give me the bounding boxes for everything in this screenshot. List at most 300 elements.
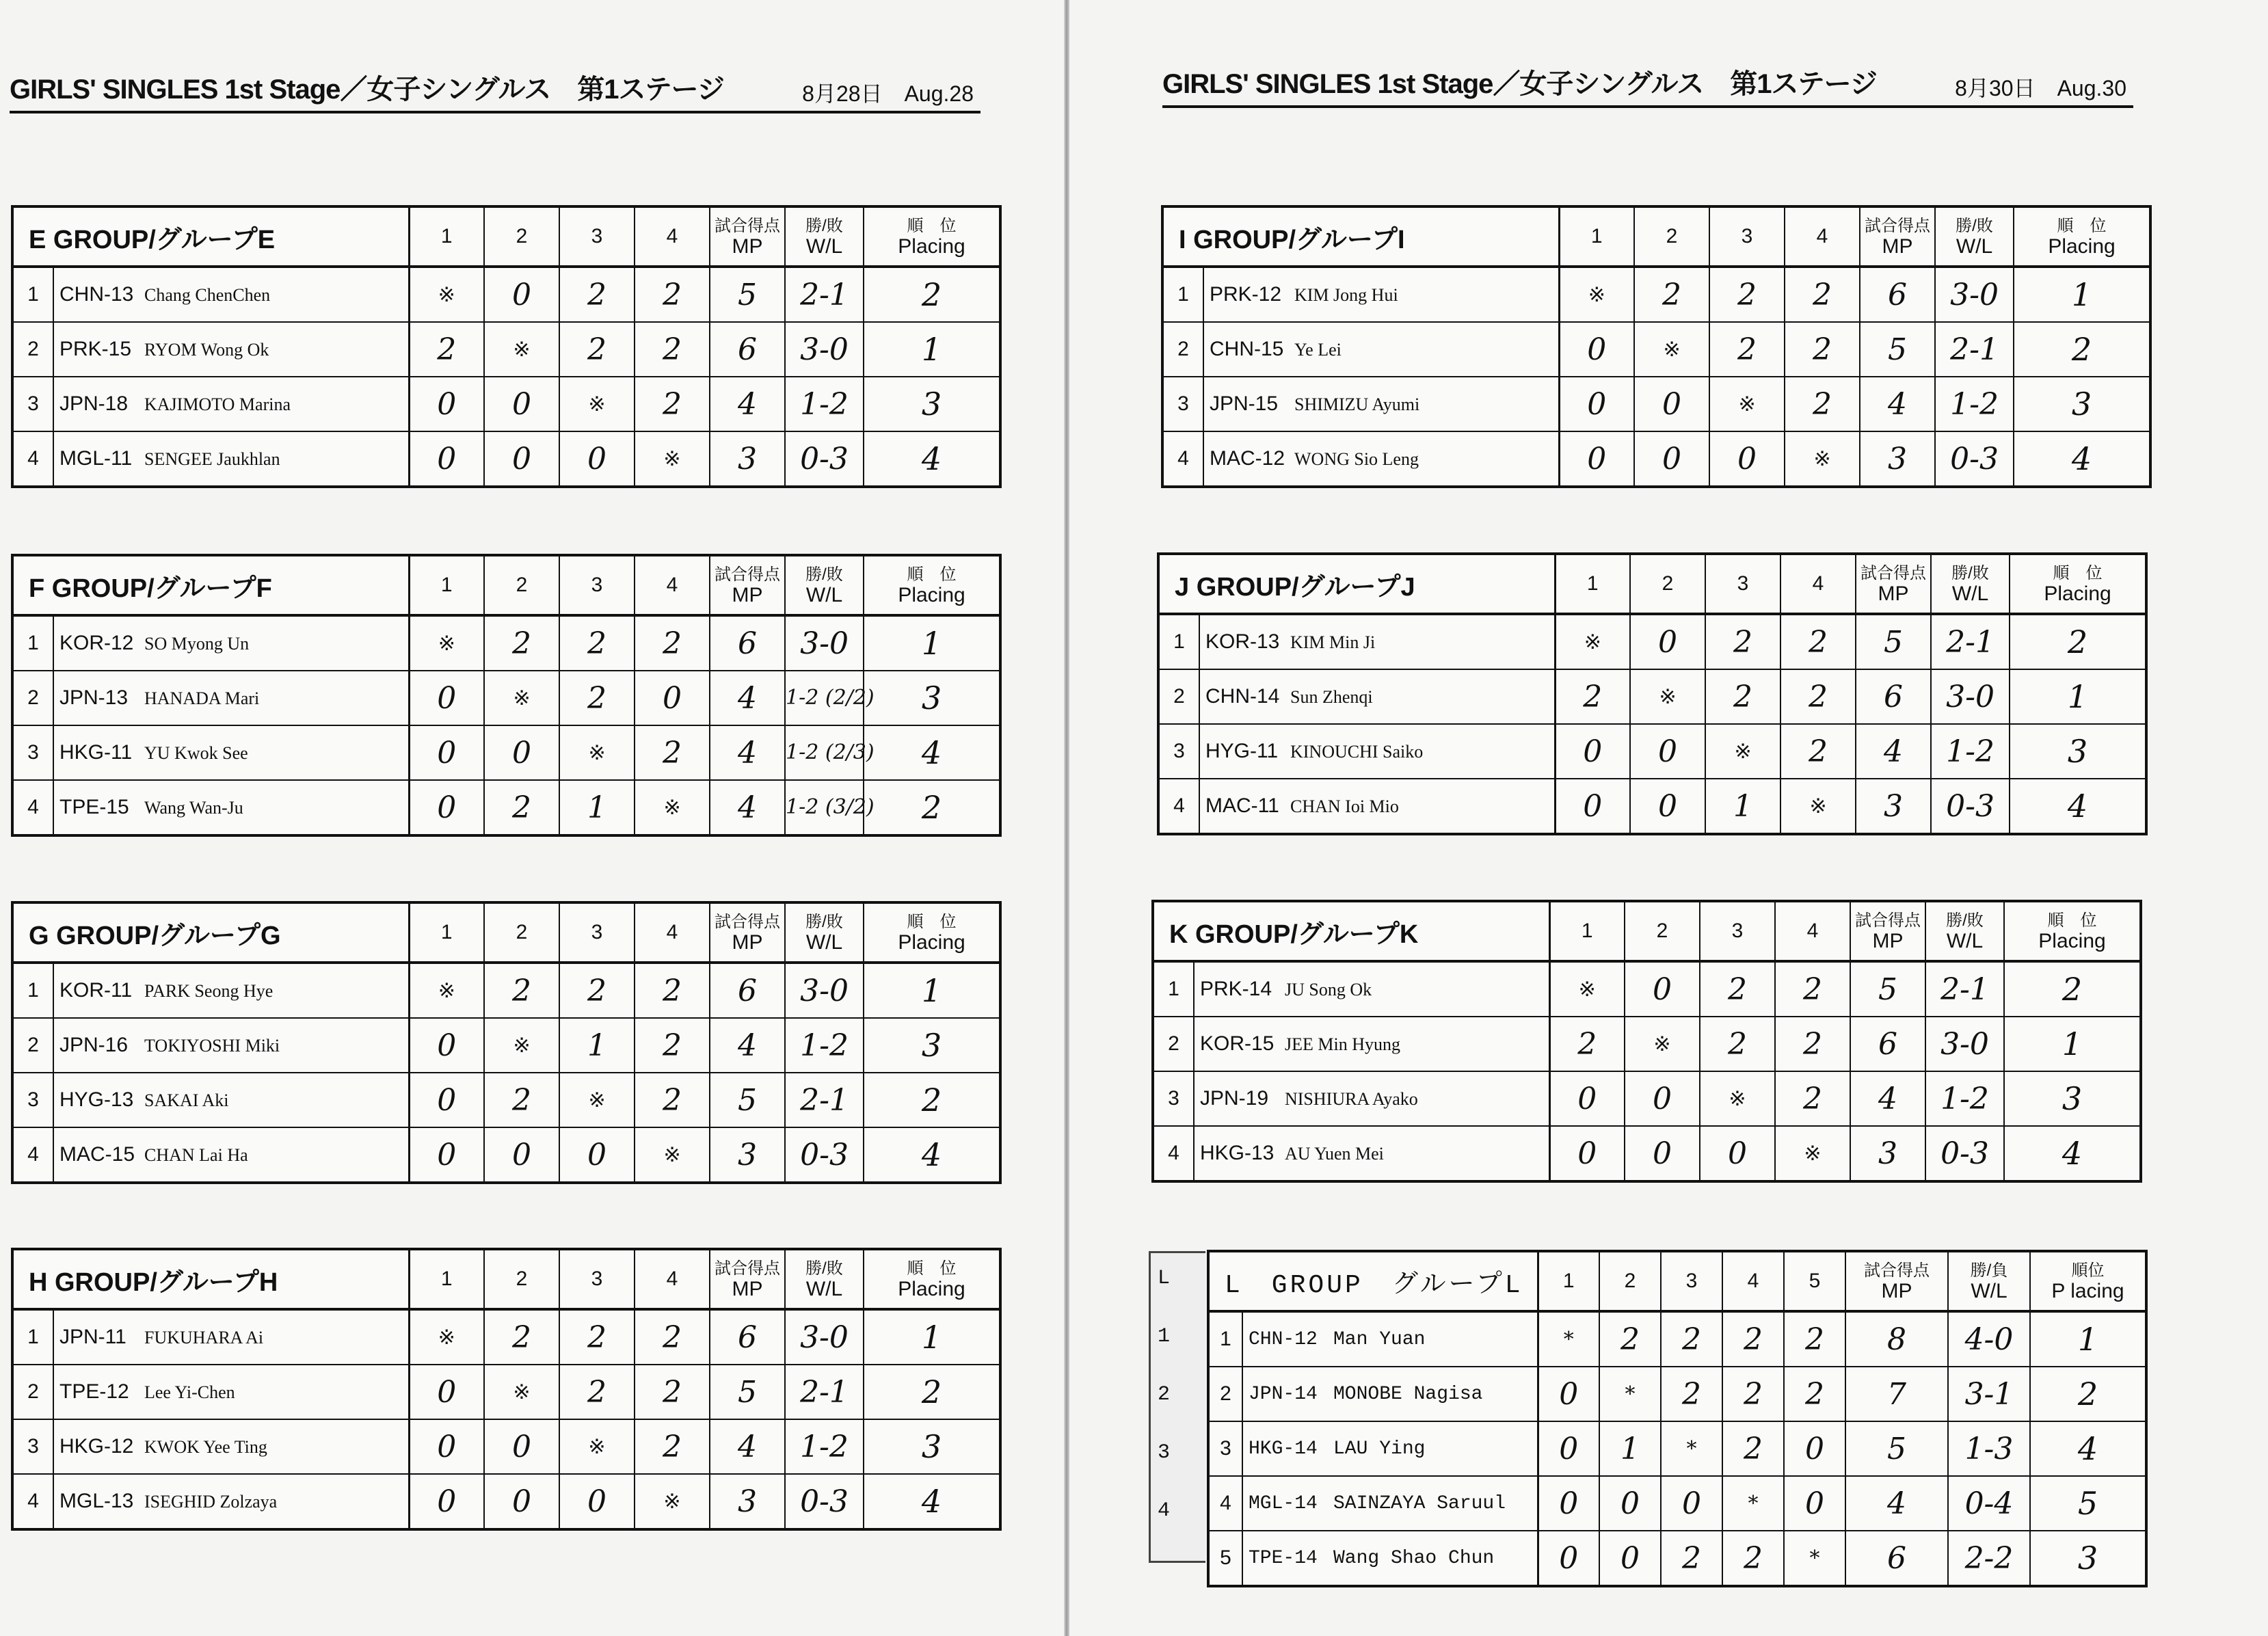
match-result: 2 <box>635 1309 710 1365</box>
wl-header-en: W/L <box>805 931 843 954</box>
seed-number: 3 <box>1162 377 1203 431</box>
placing: 2 <box>2030 1367 2146 1421</box>
player-cell <box>53 267 409 322</box>
match-result: 2 <box>409 322 484 377</box>
placing: 4 <box>864 1127 1000 1183</box>
mp-column-header <box>710 1249 785 1309</box>
wl-header-en: W/L <box>805 1278 843 1300</box>
wl-column-header <box>785 555 864 615</box>
mp-header-en: MP <box>732 931 763 954</box>
mp-header-en: MP <box>1882 235 1913 258</box>
opponent-column-header: 2 <box>484 206 559 267</box>
right-page <box>1067 0 2268 1636</box>
player-cell <box>1199 614 1555 669</box>
seed-number: 2 <box>1158 669 1199 724</box>
match-result: 2 <box>1784 1311 1845 1367</box>
match-result: 0 <box>484 267 559 322</box>
seed-number: 2 <box>12 671 53 725</box>
win-loss: 1-2 <box>785 1419 864 1474</box>
player-code: HYG-11 <box>1205 740 1279 762</box>
seed-number: 3 <box>1208 1421 1242 1476</box>
wl-header-jp: 勝/敗 <box>1951 564 1989 582</box>
placing-header-en: Placing <box>898 1278 965 1300</box>
match-result: ※ <box>1700 1071 1775 1126</box>
opponent-column-header: 1 <box>409 1249 484 1309</box>
mp-header-jp: 試合得点 <box>1860 564 1927 582</box>
player-cell <box>1242 1311 1538 1367</box>
placing-header-jp: 順 位 <box>907 565 957 584</box>
mp-header-jp: 試合得点 <box>715 913 781 931</box>
placing: 2 <box>2010 614 2146 669</box>
player-row <box>1158 669 2146 724</box>
player-cell <box>1242 1367 1538 1421</box>
opponent-column-header: 1 <box>1549 901 1625 961</box>
wl-column-header <box>1931 554 2010 614</box>
win-loss: 3-0 <box>1935 267 2014 322</box>
match-points: 3 <box>1850 1126 1925 1181</box>
match-result: ※ <box>559 1073 635 1127</box>
match-result: 2 <box>1775 1071 1850 1126</box>
player-code: JPN-16 <box>59 1034 129 1056</box>
match-result: * <box>1722 1476 1784 1531</box>
player-code: MGL-11 <box>59 447 133 470</box>
win-loss: 0-3 <box>785 431 864 487</box>
match-result: ※ <box>559 377 635 431</box>
match-result: ※ <box>409 1309 484 1365</box>
match-result: 0 <box>484 1474 559 1529</box>
placing: 2 <box>864 267 1000 322</box>
match-result: 2 <box>1780 614 1856 669</box>
mp-header-en: MP <box>1881 1280 1912 1302</box>
mp-header-en: MP <box>732 1278 763 1300</box>
match-result: 0 <box>1599 1531 1661 1586</box>
win-loss: 0-3 <box>785 1474 864 1529</box>
mp-header-jp: 試合得点 <box>1855 911 1921 930</box>
match-result: 2 <box>1722 1421 1784 1476</box>
win-loss: 2-1 <box>785 1365 864 1419</box>
placing-column-header <box>864 206 1000 267</box>
player-name: KAJIMOTO Marina <box>144 394 291 414</box>
player-code: JPN-14 <box>1249 1383 1318 1405</box>
match-result: ※ <box>1549 961 1625 1017</box>
match-result: 0 <box>484 1127 559 1183</box>
wl-header-jp: 勝/敗 <box>1946 911 1984 930</box>
placing-header-jp: 順位 <box>2071 1261 2105 1280</box>
opponent-column-header: 2 <box>484 555 559 615</box>
opponent-column-header: 1 <box>409 902 484 963</box>
player-name: Chang ChenChen <box>144 285 271 305</box>
match-result: ※ <box>1634 322 1709 377</box>
player-cell <box>1199 779 1555 834</box>
match-result: 0 <box>409 1127 484 1183</box>
match-result: 0 <box>1630 724 1705 779</box>
player-code: JPN-18 <box>59 392 129 415</box>
player-cell <box>53 725 409 780</box>
match-result: 2 <box>1722 1531 1784 1586</box>
placing: 1 <box>864 963 1000 1018</box>
player-row <box>1208 1367 2146 1421</box>
match-result: 2 <box>484 1309 559 1365</box>
left-page <box>0 0 1067 1636</box>
placing: 3 <box>864 671 1000 725</box>
player-name: ISEGHID Zolzaya <box>144 1492 278 1512</box>
opponent-column-header: 3 <box>559 555 635 615</box>
player-cell <box>1194 961 1549 1017</box>
match-points: 4 <box>710 377 785 431</box>
player-row <box>1153 1017 2141 1071</box>
player-name: Wang Shao Chun <box>1333 1547 1495 1569</box>
seed-number: 4 <box>1208 1476 1242 1531</box>
match-points: 5 <box>710 1365 785 1419</box>
win-loss: 1-2 <box>1931 724 2010 779</box>
match-points: 6 <box>1845 1531 1948 1586</box>
opponent-column-header: 1 <box>409 206 484 267</box>
ghost-label: L <box>1158 1267 1171 1290</box>
player-row <box>1162 322 2150 377</box>
match-result: 0 <box>484 377 559 431</box>
match-result: 2 <box>635 1365 710 1419</box>
match-result: 0 <box>484 431 559 487</box>
match-result: 0 <box>484 1419 559 1474</box>
match-points: 3 <box>710 1474 785 1529</box>
match-result: 2 <box>635 322 710 377</box>
player-name: HANADA Mari <box>144 688 260 708</box>
group-table <box>1157 552 2148 835</box>
win-loss: 2-1 <box>1931 614 2010 669</box>
player-row <box>1208 1421 2146 1476</box>
wl-header-en: W/L <box>1951 582 1989 605</box>
player-code: JPN-13 <box>59 686 129 709</box>
match-result: 0 <box>1559 431 1634 487</box>
mp-header-en: MP <box>732 584 763 606</box>
player-cell <box>1242 1531 1538 1586</box>
match-result: 0 <box>1538 1421 1599 1476</box>
match-result: 0 <box>1630 779 1705 834</box>
player-name: Lee Yi-Chen <box>144 1382 235 1402</box>
seed-number: 4 <box>1153 1126 1194 1181</box>
match-result: ※ <box>484 1018 559 1073</box>
player-code: KOR-15 <box>1200 1032 1275 1055</box>
match-points: 3 <box>710 431 785 487</box>
player-row <box>12 377 1000 431</box>
match-result: 2 <box>1555 669 1630 724</box>
match-result: 0 <box>409 1018 484 1073</box>
match-result: 2 <box>559 963 635 1018</box>
placing: 4 <box>864 725 1000 780</box>
seed-number: 1 <box>1158 614 1199 669</box>
match-result: 0 <box>1559 377 1634 431</box>
match-points: 7 <box>1845 1367 1948 1421</box>
player-row <box>1162 377 2150 431</box>
match-result: 2 <box>559 322 635 377</box>
seed-number: 3 <box>12 1073 53 1127</box>
player-row <box>12 725 1000 780</box>
match-result: 1 <box>1705 779 1780 834</box>
seed-number: 4 <box>12 431 53 487</box>
opponent-column-header: 2 <box>1634 206 1709 267</box>
placing: 3 <box>2030 1531 2146 1586</box>
placing: 4 <box>2004 1126 2141 1181</box>
placing-column-header <box>864 555 1000 615</box>
left-page-header <box>10 63 980 113</box>
match-result: 2 <box>1722 1311 1784 1367</box>
wl-header-en: W/L <box>805 584 843 606</box>
placing-column-header <box>2030 1251 2146 1311</box>
player-cell <box>1203 377 1559 431</box>
win-loss: 2-2 <box>1948 1531 2030 1586</box>
player-code: TPE-12 <box>59 1380 129 1403</box>
match-result: 2 <box>484 615 559 671</box>
mp-column-header <box>710 555 785 615</box>
player-code: CHN-14 <box>1205 685 1280 708</box>
match-result: ※ <box>484 671 559 725</box>
match-points: 6 <box>1850 1017 1925 1071</box>
placing: 2 <box>2014 322 2150 377</box>
match-result: 0 <box>1709 431 1785 487</box>
match-result: 0 <box>409 671 484 725</box>
match-points: 5 <box>1850 961 1925 1017</box>
seed-number: 2 <box>1208 1367 1242 1421</box>
match-points: 5 <box>710 1073 785 1127</box>
seed-number: 4 <box>1162 431 1203 487</box>
player-cell <box>1203 322 1559 377</box>
wl-header-en: W/L <box>805 235 843 258</box>
match-result: ※ <box>409 267 484 322</box>
opponent-column-header: 3 <box>1705 554 1780 614</box>
match-result: 2 <box>1775 1017 1850 1071</box>
player-row <box>12 1474 1000 1529</box>
page-date: 8月28日 Aug.28 <box>802 81 974 106</box>
header-row <box>1153 901 2141 961</box>
seed-number: 3 <box>1158 724 1199 779</box>
win-loss: 2-1 <box>1935 322 2014 377</box>
match-result: 2 <box>1705 614 1780 669</box>
match-points: 4 <box>710 1018 785 1073</box>
win-loss: 3-0 <box>785 1309 864 1365</box>
match-points: 3 <box>710 1127 785 1183</box>
player-name: SHIMIZU Ayumi <box>1294 394 1420 414</box>
placing-header-en: P lacing <box>2051 1280 2124 1302</box>
match-points: 3 <box>1860 431 1935 487</box>
match-result: 0 <box>1549 1071 1625 1126</box>
win-loss: 1-2 <box>785 1018 864 1073</box>
opponent-column-header: 2 <box>484 902 559 963</box>
match-result: 2 <box>1784 1367 1845 1421</box>
match-result: 2 <box>559 671 635 725</box>
opponent-column-header: 3 <box>559 206 635 267</box>
mp-column-header <box>1860 206 1935 267</box>
player-code: HKG-11 <box>59 741 133 764</box>
player-name: SENGEE Jaukhlan <box>144 449 280 469</box>
match-result: ※ <box>484 322 559 377</box>
match-result: 0 <box>409 431 484 487</box>
player-cell <box>53 1474 409 1529</box>
match-points: 6 <box>1856 669 1931 724</box>
opponent-column-header: 2 <box>1625 901 1700 961</box>
match-result: 0 <box>1555 724 1630 779</box>
player-name: SO Myong Un <box>144 634 250 654</box>
match-result: 0 <box>1630 614 1705 669</box>
match-result: 2 <box>1785 322 1860 377</box>
group-name: H GROUP/グループH <box>12 1249 409 1309</box>
player-row <box>12 1309 1000 1365</box>
player-name: CHAN Lai Ha <box>144 1145 248 1165</box>
match-result: 2 <box>484 780 559 835</box>
placing-header-jp: 順 位 <box>907 1259 957 1278</box>
mp-column-header <box>710 206 785 267</box>
placing-header-jp: 順 位 <box>907 217 957 235</box>
player-name: AU Yuen Mei <box>1285 1144 1384 1164</box>
match-result: 2 <box>1661 1531 1722 1586</box>
player-code: MAC-11 <box>1205 794 1279 817</box>
underlying-table-edge <box>1149 1251 1205 1563</box>
wl-header-en: W/L <box>1946 930 1984 952</box>
win-loss: 0-4 <box>1948 1476 2030 1531</box>
player-row <box>12 431 1000 487</box>
player-name: PARK Seong Hye <box>144 981 274 1001</box>
wl-header-jp: 勝/敗 <box>805 1259 843 1278</box>
win-loss: 2-1 <box>785 1073 864 1127</box>
placing-header-en: Placing <box>2038 930 2106 952</box>
match-points: 4 <box>710 671 785 725</box>
placing-header-en: Placing <box>2044 582 2111 605</box>
player-row <box>1158 779 2146 834</box>
player-cell <box>53 615 409 671</box>
win-loss: 2-1 <box>785 267 864 322</box>
mp-header-jp: 試合得点 <box>715 217 780 235</box>
player-row <box>1153 1126 2141 1181</box>
group-table <box>11 554 1002 837</box>
player-code: JPN-19 <box>1200 1087 1269 1110</box>
match-result: ※ <box>1630 669 1705 724</box>
win-loss: 1-3 <box>1948 1421 2030 1476</box>
wl-column-header <box>785 206 864 267</box>
placing: 3 <box>864 1419 1000 1474</box>
mp-header-jp: 試合得点 <box>715 1259 780 1278</box>
wl-column-header <box>1925 901 2004 961</box>
match-points: 6 <box>710 963 785 1018</box>
player-name: KIM Jong Hui <box>1294 285 1398 305</box>
seed-number: 4 <box>12 1474 53 1529</box>
seed-number: 2 <box>12 322 53 377</box>
player-row <box>1162 267 2150 322</box>
placing-header-jp: 順 位 <box>2047 911 2097 930</box>
opponent-column-header: 3 <box>1709 206 1785 267</box>
player-row <box>12 1073 1000 1127</box>
win-loss: 3-0 <box>785 322 864 377</box>
win-loss: 1-2 <box>785 377 864 431</box>
seed-number: 1 <box>12 615 53 671</box>
match-result: 0 <box>1555 779 1630 834</box>
match-result: 2 <box>1775 961 1850 1017</box>
opponent-column-header: 3 <box>1661 1251 1722 1311</box>
player-code: TPE-15 <box>59 796 129 818</box>
player-code: MGL-13 <box>59 1490 134 1512</box>
player-row <box>1208 1531 2146 1586</box>
placing: 2 <box>864 1365 1000 1419</box>
player-name: Ye Lei <box>1294 340 1342 360</box>
mp-column-header <box>1856 554 1931 614</box>
match-points: 5 <box>1860 322 1935 377</box>
group-name: E GROUP/グループE <box>12 206 409 267</box>
match-result: 2 <box>559 1365 635 1419</box>
opponent-column-header: 2 <box>1599 1251 1661 1311</box>
wl-column-header <box>785 1249 864 1309</box>
player-row <box>1162 431 2150 487</box>
page-title: GIRLS' SINGLES 1st Stage／女子シングルス 第1ステージ <box>1162 69 1877 99</box>
player-name: MONOBE Nagisa <box>1333 1383 1483 1405</box>
opponent-column-header: 1 <box>409 555 484 615</box>
player-cell <box>53 1127 409 1183</box>
opponent-column-header: 3 <box>559 902 635 963</box>
placing-column-header <box>864 902 1000 963</box>
page-date: 8月30日 Aug.30 <box>1955 76 2126 100</box>
match-result: 0 <box>1559 322 1634 377</box>
player-row <box>1158 724 2146 779</box>
header-row <box>12 206 1000 267</box>
player-row <box>12 671 1000 725</box>
match-result: 2 <box>559 615 635 671</box>
match-result: ※ <box>1785 431 1860 487</box>
win-loss: 0-3 <box>1925 1126 2004 1181</box>
header-row <box>1162 206 2150 267</box>
mp-header-en: MP <box>1872 930 1904 952</box>
match-points: 5 <box>1856 614 1931 669</box>
seed-number: 3 <box>12 377 53 431</box>
match-result: 2 <box>1785 267 1860 322</box>
player-row <box>12 1018 1000 1073</box>
match-result: 0 <box>1634 377 1709 431</box>
wl-column-header <box>785 902 864 963</box>
player-code: CHN-13 <box>59 283 134 306</box>
seed-number: 3 <box>12 725 53 780</box>
opponent-column-header: 4 <box>1775 901 1850 961</box>
player-name: KIM Min Ji <box>1290 632 1376 652</box>
placing: 3 <box>2004 1071 2141 1126</box>
wl-header-jp: 勝/敗 <box>805 913 843 931</box>
seed-number: 4 <box>12 780 53 835</box>
win-loss: 4-0 <box>1948 1311 2030 1367</box>
wl-header-en: W/L <box>1971 1280 2007 1302</box>
opponent-column-header: 4 <box>635 206 710 267</box>
placing-column-header <box>2004 901 2141 961</box>
player-name: Wang Wan-Ju <box>144 798 243 818</box>
group-name: I GROUP/グループI <box>1162 206 1559 267</box>
seed-number: 1 <box>12 267 53 322</box>
page-title: GIRLS' SINGLES 1st Stage／女子シングルス 第1ステージ <box>10 75 724 105</box>
match-result: 2 <box>1709 322 1785 377</box>
match-result: ※ <box>1780 779 1856 834</box>
placing: 4 <box>864 1474 1000 1529</box>
win-loss: 0-3 <box>785 1127 864 1183</box>
match-points: 4 <box>710 725 785 780</box>
seed-number: 2 <box>12 1365 53 1419</box>
placing-header-en: Placing <box>2048 235 2116 258</box>
win-loss: 1-2 (3/2) <box>785 780 864 835</box>
placing: 1 <box>864 322 1000 377</box>
mp-header-en: MP <box>732 235 763 258</box>
match-result: 0 <box>1549 1126 1625 1181</box>
player-row <box>1158 614 2146 669</box>
match-result: ※ <box>559 1419 635 1474</box>
match-points: 5 <box>710 267 785 322</box>
match-points: 6 <box>710 1309 785 1365</box>
match-result: 0 <box>409 725 484 780</box>
match-points: 8 <box>1845 1311 1948 1367</box>
match-result: 0 <box>559 1474 635 1529</box>
match-result: 0 <box>409 1365 484 1419</box>
placing: 1 <box>2014 267 2150 322</box>
